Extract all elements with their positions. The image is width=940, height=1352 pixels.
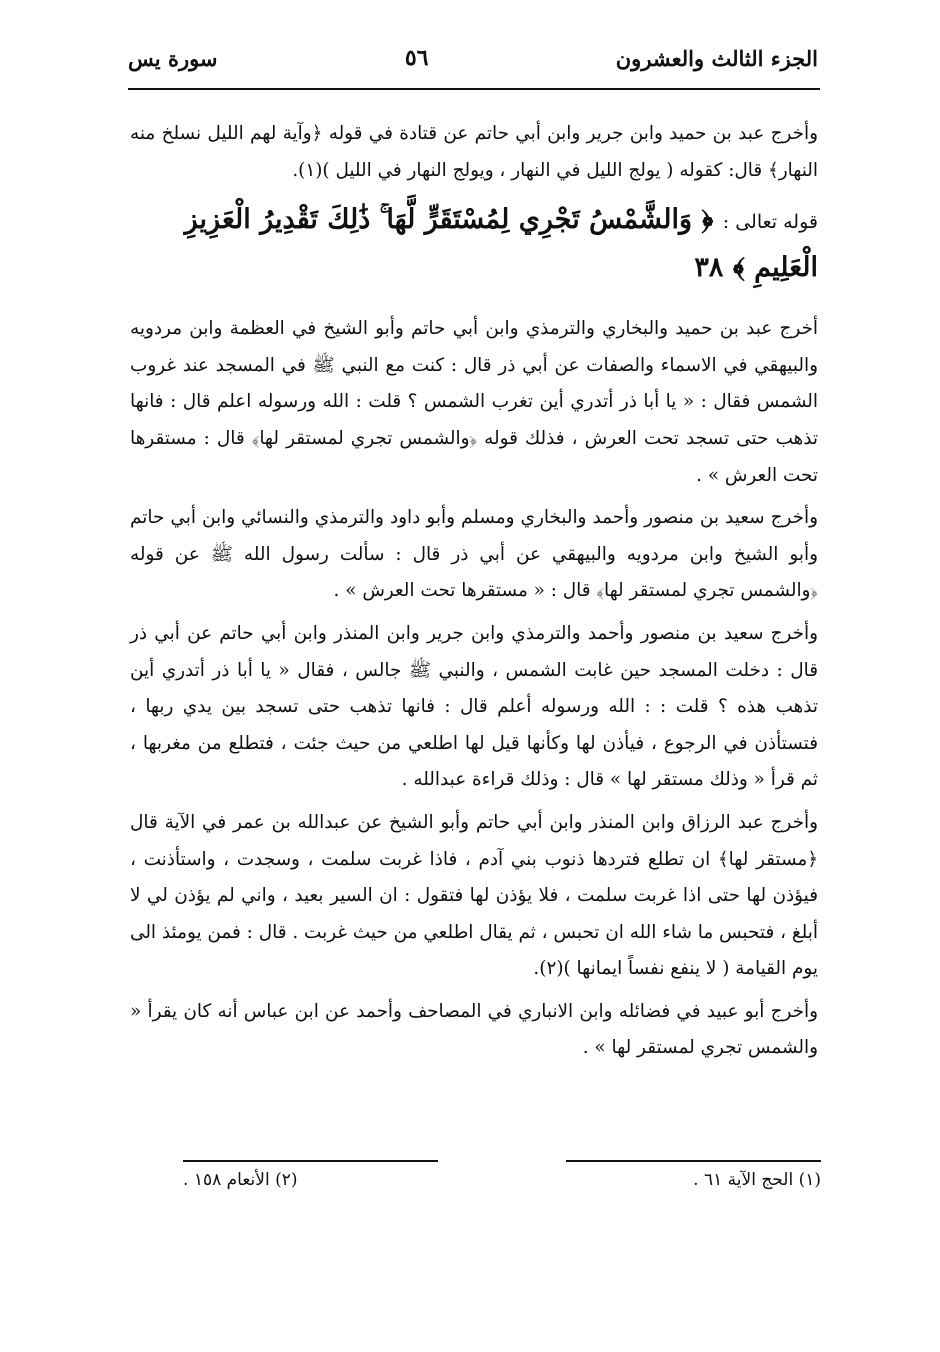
surah-title: سورة يس: [128, 45, 218, 71]
paragraph-6: وأخرج أبو عبيد في فضائله وابن الانباري في المصاحف وأحمد عن ابن عباس أنه كان يقرأ « والشمس تجري لمستقر لها » .: [130, 1000, 818, 1059]
footnotes: [183, 1170, 821, 1196]
paragraph-2: أخرج عبد بن حميد والبخاري والترمذي وابن أبي حاتم وأبو الشيخ في العظمة وابن مردويه والبيهقي في الاسماء والصفات عن أبي ذر قال : كنت مع النبي ﷺ في المسجد عند غروب الشمس فقال : « يا أبا ذر أتدري أين تغرب الشمس ؟ قلت : الله ورسوله اعلم قال : فانها تذهب حتى تسجد تحت العرش ، فذلك قوله ﴿والشمس تجري لمستقر لها﴾ قال : مستقرها تحت العرش » .: [130, 318, 818, 486]
part-title: الجزء الثالث والعشرون: [615, 45, 818, 71]
verse-text: ﴿ وَالشَّمْسُ تَجْرِي لِمُسْتَقَرٍّ لَّهَا ۚ ذَٰلِكَ تَقْدِيرُ الْعَزِيزِ الْعَلِيمِ ﴾ ٣٨: [184, 204, 818, 284]
verse-label: قوله تعالى :: [722, 211, 818, 234]
footnote-separator: [183, 1160, 821, 1166]
verse-heading: [130, 197, 818, 291]
paragraph-5: وأخرج عبد الرزاق وابن المنذر وابن أبي حاتم وأبو الشيخ عن عبدالله بن عمر في الآية قال ﴿مستقر لها﴾ ان تطلع فتردها ذنوب بني آدم ، فاذا غربت سلمت ، وسجدت ، واستأذنت ، فيؤذن لها حتى اذا غربت سلمت ، فلا يؤذن لها فتقول : ان السير بعيد ، واني لم يؤذن لي لا أبلغ ، فتحبس ما شاء الله ان تحبس ، ثم يقال اطلعي من حيث غربت . قال : فمن يومئذ الى يوم القيامة ( لا ينفع نفساً ايمانها )(٢).: [130, 811, 818, 980]
footnote-rule-right: [566, 1160, 821, 1162]
running-header: [128, 36, 818, 80]
footnote-2: (٢) الأنعام ١٥٨ .: [183, 1170, 298, 1190]
header-rule: [128, 88, 820, 90]
page-number: ٥٦: [404, 45, 429, 71]
footnote-rule-left: [183, 1160, 438, 1162]
paragraph-3: وأخرج سعيد بن منصور وأحمد والبخاري ومسلم وأبو داود والترمذي والنسائي وابن أبي حاتم وأبو الشيخ وابن مردويه والبيهقي عن أبي ذر قال : سألت رسول الله ﷺ عن قوله ﴿والشمس تجري لمستقر لها﴾ قال : « مستقرها تحت العرش » .: [130, 507, 818, 602]
paragraph-4: وأخرج سعيد بن منصور وأحمد والترمذي وابن جرير وابن المنذر وابن أبي حاتم عن أبي ذر قال : دخلت المسجد حين غابت الشمس ، والنبي ﷺ جالس ، فقال « يا أبا ذر أتدري أين تذهب هذه ؟ قلت : : الله ورسوله أعلم قال : فانها تذهب حتى تسجد بين يدي ربها ، فتستأذن في الرجوع ، فيأذن لها وكأنها قيل لها اطلعي من حيث جئت ، فتطلع من مغربها ، ثم قرأ « وذلك مستقر لها » قال : وذلك قراءة عبدالله .: [130, 622, 818, 791]
paragraph-1: وأخرج عبد بن حميد وابن جرير وابن أبي حاتم عن قتادة في قوله ﴿وآية لهم الليل نسلخ منه النهار﴾ قال: كقوله ( يولج الليل في النهار ، ويولج النهار في الليل )(١).: [130, 123, 818, 181]
footnote-1: (١) الحج الآية ٦١ .: [693, 1170, 821, 1190]
main-text: [130, 116, 818, 1067]
